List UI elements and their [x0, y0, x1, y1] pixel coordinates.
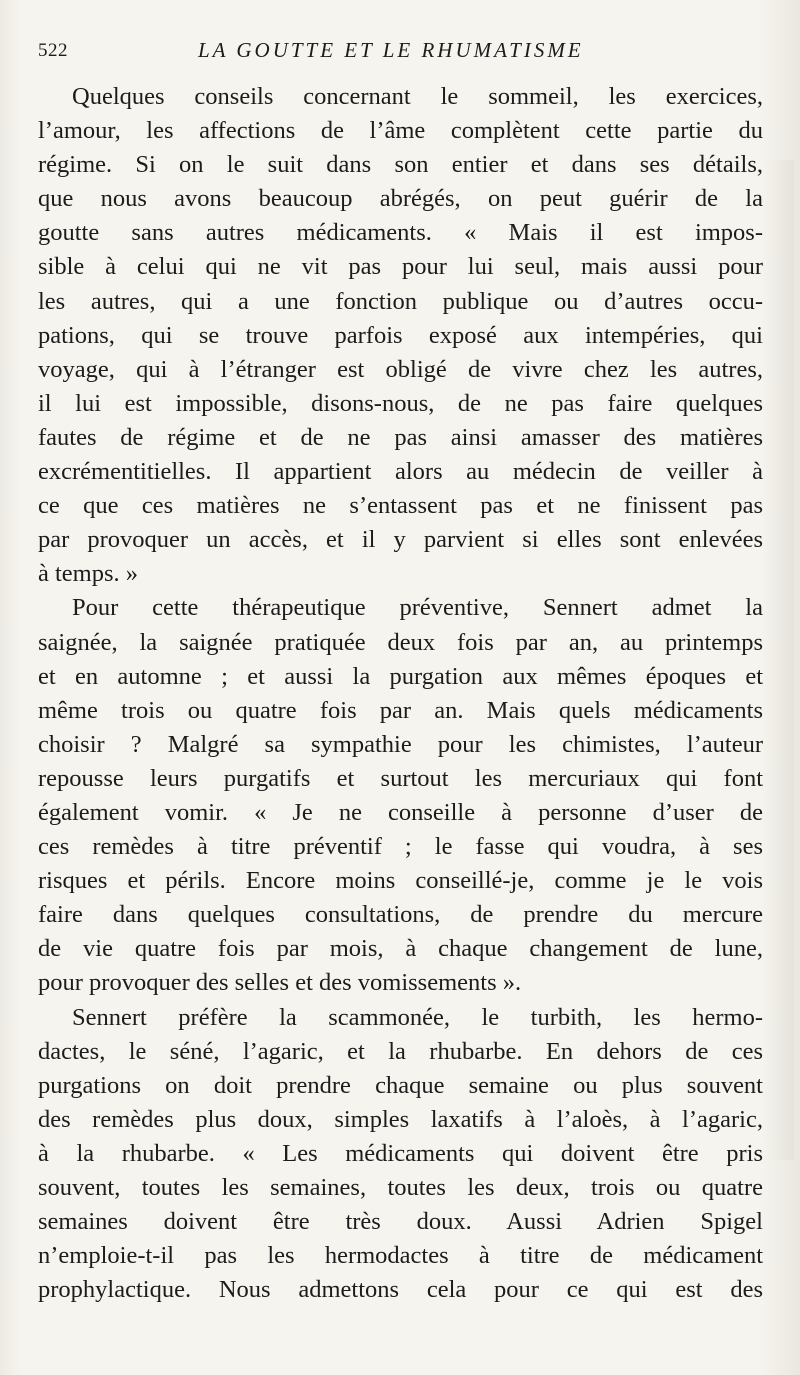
text-line: saignée, la saignée pratiquée deux fois par an, au printemps — [38, 628, 763, 656]
text-line: purgations on doit prendre chaque semaine ou plus souvent — [38, 1071, 763, 1099]
text-line: Quelques conseils concernant le sommeil, les exercices, — [72, 83, 763, 110]
text-line: repousse leurs purgatifs et surtout les mercuriaux qui font — [38, 764, 763, 792]
text-line: sible à celui qui ne vit pas pour lui seul, mais aussi pour — [38, 253, 763, 281]
text-line: il lui est impossible, disons-nous, de ne pas faire quelques — [38, 389, 763, 417]
text-line: Pour cette thérapeutique préventive, Sennert admet la — [72, 594, 763, 622]
running-title: LA GOUTTE ET LE RHUMATISME — [198, 38, 584, 62]
text-line: les autres, qui a une fonction publique ou d’autres occu- — [38, 287, 763, 315]
text-line: voyage, qui à l’étranger est obligé de vivre chez les autres, — [38, 355, 763, 383]
text-line: prophylactique. Nous admettons cela pour ce qui est des — [38, 1276, 763, 1304]
text-line: régime. Si on le suit dans son entier et dans ses détails, — [38, 151, 763, 179]
text-line: à temps. » — [38, 560, 139, 588]
text-line: que nous avons beaucoup abrégés, on peut guérir de la — [38, 185, 763, 213]
text-line: et en automne ; et aussi la purgation aux mêmes époques et — [38, 662, 763, 690]
text-line: même trois ou quatre fois par an. Mais quels médicaments — [38, 696, 763, 724]
body-text — [38, 80, 763, 1307]
running-header — [38, 40, 760, 70]
text-line: n’emploie-t-il pas les hermodactes à titre de médicament — [38, 1242, 763, 1270]
text-line: pour provoquer des selles et des vomissements ». — [38, 969, 522, 997]
text-line: ce que ces matières ne s’entassent pas et ne finissent pas — [38, 492, 763, 520]
text-line: souvent, toutes les semaines, toutes les deux, trois ou quatre — [38, 1174, 763, 1201]
text-line: Sennert préfère la scammonée, le turbith, les hermo- — [72, 1003, 763, 1031]
page-number: 522 — [38, 40, 68, 61]
text-line: dactes, le séné, l’agaric, et la rhubarbe. En dehors de ces — [38, 1037, 763, 1065]
text-line: pations, qui se trouve parfois exposé aux intempéries, qui — [38, 321, 763, 349]
text-line: semaines doivent être très doux. Aussi Adrien Spigel — [38, 1208, 763, 1236]
text-line: choisir ? Malgré sa sympathie pour les chimistes, l’auteur — [38, 730, 763, 758]
text-line: des remèdes plus doux, simples laxatifs à l’aloès, à l’agaric, — [38, 1105, 763, 1133]
text-line: excrémentitielles. Il appartient alors au médecin de veiller à — [38, 458, 763, 486]
text-line: également vomir. « Je ne conseille à personne d’user de — [38, 798, 763, 826]
text-line: l’amour, les affections de l’âme complètent cette partie du — [38, 117, 763, 145]
text-line: à la rhubarbe. « Les médicaments qui doivent être pris — [38, 1139, 763, 1167]
text-line: de vie quatre fois par mois, à chaque changement de lune, — [38, 935, 763, 963]
text-line: par provoquer un accès, et il y parvient si elles sont enlevées — [38, 526, 763, 554]
text-line: ces remèdes à titre préventif ; le fasse qui voudra, à ses — [38, 833, 763, 861]
text-line: fautes de régime et de ne pas ainsi amasser des matières — [38, 423, 763, 451]
page-edge-shadow — [764, 160, 794, 1160]
text-line: risques et périls. Encore moins conseillé-je, comme je le vois — [38, 867, 763, 895]
text-line: faire dans quelques consultations, de prendre du mercure — [38, 901, 763, 929]
text-line: goutte sans autres médicaments. « Mais il est impos- — [38, 219, 763, 247]
